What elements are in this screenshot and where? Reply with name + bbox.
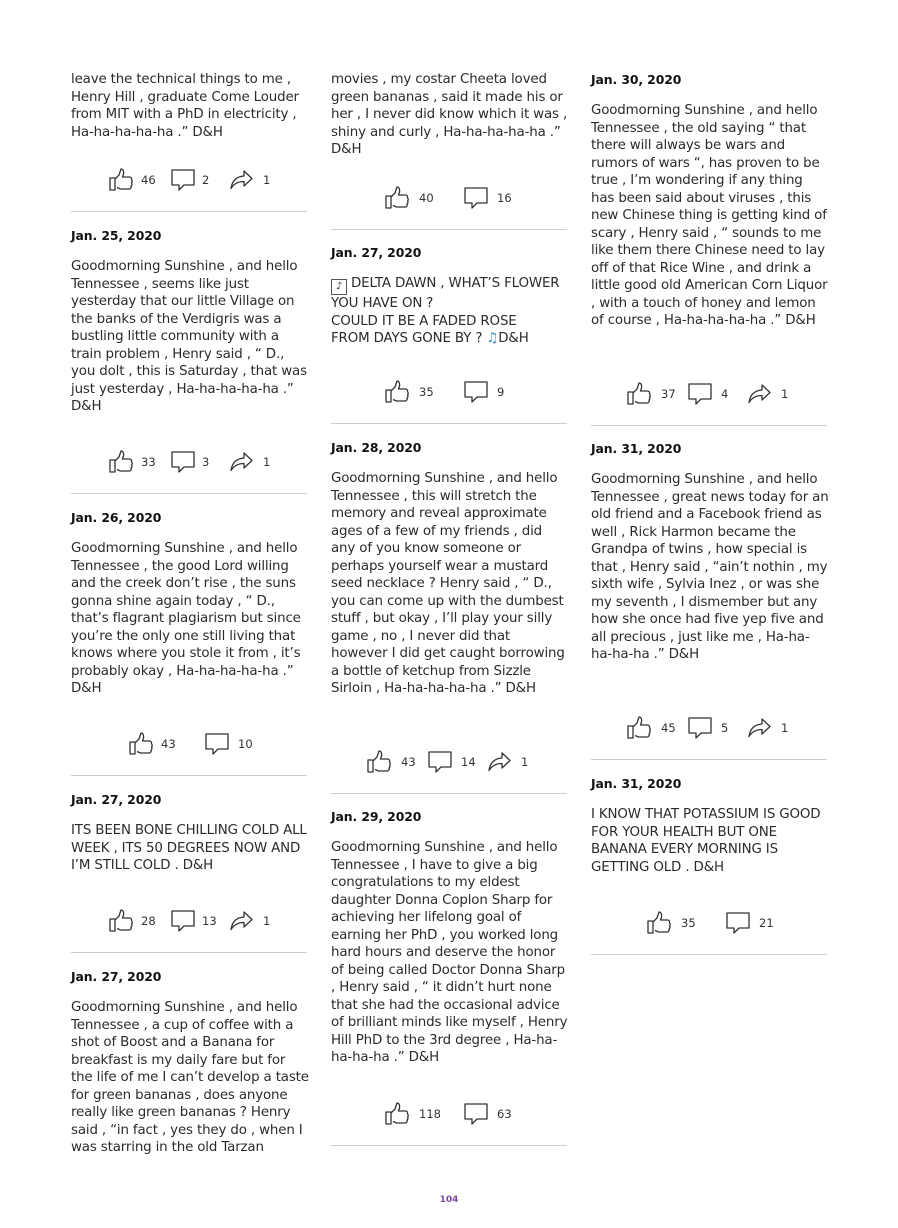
post-date: Jan. 31, 2020 xyxy=(591,441,682,456)
post-text: Goodmorning Sunshine , and hello Tennessee , a cup of coffee with a shot of Boost and a Banana for breakfast is my daily fare but for the life of me I can’t develop a taste for green bananas , does anyone really like green bananas ? Henry said , “in fact , yes they do , when I was starring in the old Tarzan xyxy=(71,1000,309,1155)
reactions xyxy=(591,909,827,930)
comment-icon[interactable] xyxy=(686,380,714,408)
comment-icon[interactable] xyxy=(686,714,714,742)
post-text: Goodmorning Sunshine , and hello Tennessee , the good Lord willing and the creek don’t rise , the suns gonna shine again today , “ D., that’s flagrant plagiarism but since you’re the only one still living that knows where you stole it from , it’s probably okay , Ha-ha-ha-ha-ha .” D&H xyxy=(71,541,301,696)
like-icon[interactable] xyxy=(383,378,411,406)
divider xyxy=(591,425,827,426)
comment-icon[interactable] xyxy=(169,166,197,194)
post-date: Jan. 28, 2020 xyxy=(331,440,422,455)
like-count: 35 xyxy=(419,385,434,399)
comment-icon[interactable] xyxy=(169,907,197,935)
lyric-line-1: DELTA DAWN , WHAT’S FLOWER xyxy=(351,276,560,291)
comment-icon[interactable] xyxy=(462,378,490,406)
share-icon[interactable] xyxy=(227,907,255,935)
like-count: 46 xyxy=(141,173,156,187)
share-count: 1 xyxy=(263,455,271,469)
share-icon[interactable] xyxy=(485,748,513,776)
divider xyxy=(591,759,827,760)
reactions xyxy=(591,714,827,735)
reactions xyxy=(71,448,307,469)
page-number: 104 xyxy=(439,1195,459,1205)
share-icon[interactable] xyxy=(227,166,255,194)
like-count: 37 xyxy=(661,387,676,401)
like-count: 35 xyxy=(681,916,696,930)
comment-icon[interactable] xyxy=(462,184,490,212)
like-icon[interactable] xyxy=(127,730,155,758)
post-date: Jan. 27, 2020 xyxy=(71,969,162,984)
post-date: Jan. 29, 2020 xyxy=(331,809,422,824)
comment-count: 13 xyxy=(202,914,217,928)
divider xyxy=(71,493,307,494)
post-text: Goodmorning Sunshine , and hello Tennessee , seems like just yesterday that our little Village on the banks of the Verdigris was a bustling little community with a train problem , Henry said , “ D., you dolt , this is Saturday , that was just yesterday , Ha-ha-ha-ha-ha .” D&H xyxy=(71,259,307,414)
post-date: Jan. 25, 2020 xyxy=(71,228,162,243)
share-icon[interactable] xyxy=(227,448,255,476)
divider xyxy=(71,211,307,212)
comment-icon[interactable] xyxy=(724,909,752,937)
comment-icon[interactable] xyxy=(462,1100,490,1128)
like-icon[interactable] xyxy=(107,448,135,476)
reactions xyxy=(591,380,827,401)
share-count: 1 xyxy=(263,173,271,187)
post-date: Jan. 27, 2020 xyxy=(71,792,162,807)
reactions xyxy=(71,730,307,751)
reactions xyxy=(71,166,307,187)
like-count: 33 xyxy=(141,455,156,469)
comment-count: 2 xyxy=(202,173,210,187)
like-icon[interactable] xyxy=(107,907,135,935)
like-icon[interactable] xyxy=(645,909,673,937)
divider xyxy=(331,793,567,794)
like-icon[interactable] xyxy=(383,1100,411,1128)
divider xyxy=(71,952,307,953)
lyric-line-2: YOU HAVE ON ? xyxy=(331,296,434,311)
post-date: Jan. 30, 2020 xyxy=(591,72,682,87)
comment-icon[interactable] xyxy=(169,448,197,476)
notes-icon: ♫ xyxy=(486,331,499,346)
reactions xyxy=(71,907,307,928)
like-count: 43 xyxy=(161,737,176,751)
share-count: 1 xyxy=(521,755,529,769)
divider xyxy=(331,423,567,424)
like-count: 43 xyxy=(401,755,416,769)
like-icon[interactable] xyxy=(365,748,393,776)
comment-icon[interactable] xyxy=(203,730,231,758)
post-text xyxy=(331,275,569,348)
lyric-line-4: FROM DAYS GONE BY ? xyxy=(331,331,483,346)
like-count: 45 xyxy=(661,721,676,735)
lyric-line-3: COULD IT BE A FADED ROSE xyxy=(331,313,517,329)
signature: D&H xyxy=(498,331,529,346)
divider xyxy=(591,954,827,955)
post-text: ITS BEEN BONE CHILLING COLD ALL WEEK , ITS 50 DEGREES NOW AND I’M STILL COLD . D&H xyxy=(71,823,307,873)
like-icon[interactable] xyxy=(625,380,653,408)
comment-count: 21 xyxy=(759,916,774,930)
reactions xyxy=(331,184,567,205)
reactions xyxy=(331,1100,567,1121)
comment-count: 10 xyxy=(238,737,253,751)
share-count: 1 xyxy=(781,387,789,401)
divider xyxy=(331,1145,567,1146)
comment-count: 3 xyxy=(202,455,210,469)
comment-count: 16 xyxy=(497,191,512,205)
music-note-icon: ♪ xyxy=(331,279,347,295)
post-text: leave the technical things to me , Henry Hill , graduate Come Louder from MIT with a PhD in electricity , Ha-ha-ha-ha-ha .” D&H xyxy=(71,72,299,140)
post-text: Goodmorning Sunshine , and hello Tennessee , the old saying “ that there will always be wars and rumors of wars “, has proven to be true , I’m wondering if any thing has been said about viruses , this new Chinese thing is getting kind of scary , Henry said , “ sounds to me like them there Chinese need to lay off of that Rice Wine , and drink a little good old American Corn Liquor , with a touch of honey and lemon of course , Ha-ha-ha-ha-ha .” D&H xyxy=(591,103,828,328)
post-date: Jan. 26, 2020 xyxy=(71,510,162,525)
post-text: Goodmorning Sunshine , and hello Tennessee , great news today for an old friend and a Facebook friend as well , Rick Harmon became the Grandpa of twins , how special is that , Henry said , “ain’t nothin , my sixth wife , Sylvia Inez , or was she my seventh , I dismember but any how she once had five yep five and all precious , just like me , Ha-ha-ha-ha-ha .” D&H xyxy=(591,472,829,662)
divider xyxy=(331,229,567,230)
comment-count: 9 xyxy=(497,385,505,399)
like-count: 118 xyxy=(419,1107,441,1121)
share-count: 1 xyxy=(263,914,271,928)
post-text: movies , my costar Cheeta loved green bananas , said it made his or her , I never did know which it was , shiny and curly , Ha-ha-ha-ha-ha .” D&H xyxy=(331,72,568,157)
share-icon[interactable] xyxy=(745,714,773,742)
reactions xyxy=(331,748,567,769)
post-text: Goodmorning Sunshine , and hello Tennessee , this will stretch the memory and reveal approximate ages of a few of my friends , did any of you know someone or perhaps yourself wear a mustard seed necklace ? Henry said , “ D., you can come up with the dumbest stuff , but okay , I’ll play your silly game , no , I never did that however I did get caught borrowing a bottle of ketchup from Sizzle Sirloin , Ha-ha-ha-ha-ha .” D&H xyxy=(331,471,565,696)
like-icon[interactable] xyxy=(625,714,653,742)
comment-count: 14 xyxy=(461,755,476,769)
post-text: Goodmorning Sunshine , and hello Tennessee , I have to give a big congratulations to my eldest daughter Donna Coplon Sharp for achieving her lifelong goal of earning her PhD , you worked long hard hours and deserve the honor of being called Doctor Donna Sharp , Henry said , “ it didn’t hurt none that she had the occasional advice of brilliant minds like myself , Henry Hill PhD to the 3rd degree , Ha-ha-ha-ha-ha .” D&H xyxy=(331,840,568,1065)
like-count: 40 xyxy=(419,191,434,205)
post-date: Jan. 31, 2020 xyxy=(591,776,682,791)
divider xyxy=(71,775,307,776)
share-icon[interactable] xyxy=(745,380,773,408)
post-date: Jan. 27, 2020 xyxy=(331,245,422,260)
comment-icon[interactable] xyxy=(426,748,454,776)
post-text: I KNOW THAT POTASSIUM IS GOOD FOR YOUR HEALTH BUT ONE BANANA EVERY MORNING IS GETTING OLD . D&H xyxy=(591,807,821,875)
like-icon[interactable] xyxy=(383,184,411,212)
like-icon[interactable] xyxy=(107,166,135,194)
share-count: 1 xyxy=(781,721,789,735)
reactions xyxy=(331,378,567,399)
like-count: 28 xyxy=(141,914,156,928)
comment-count: 4 xyxy=(721,387,729,401)
comment-count: 5 xyxy=(721,721,729,735)
comment-count: 63 xyxy=(497,1107,512,1121)
